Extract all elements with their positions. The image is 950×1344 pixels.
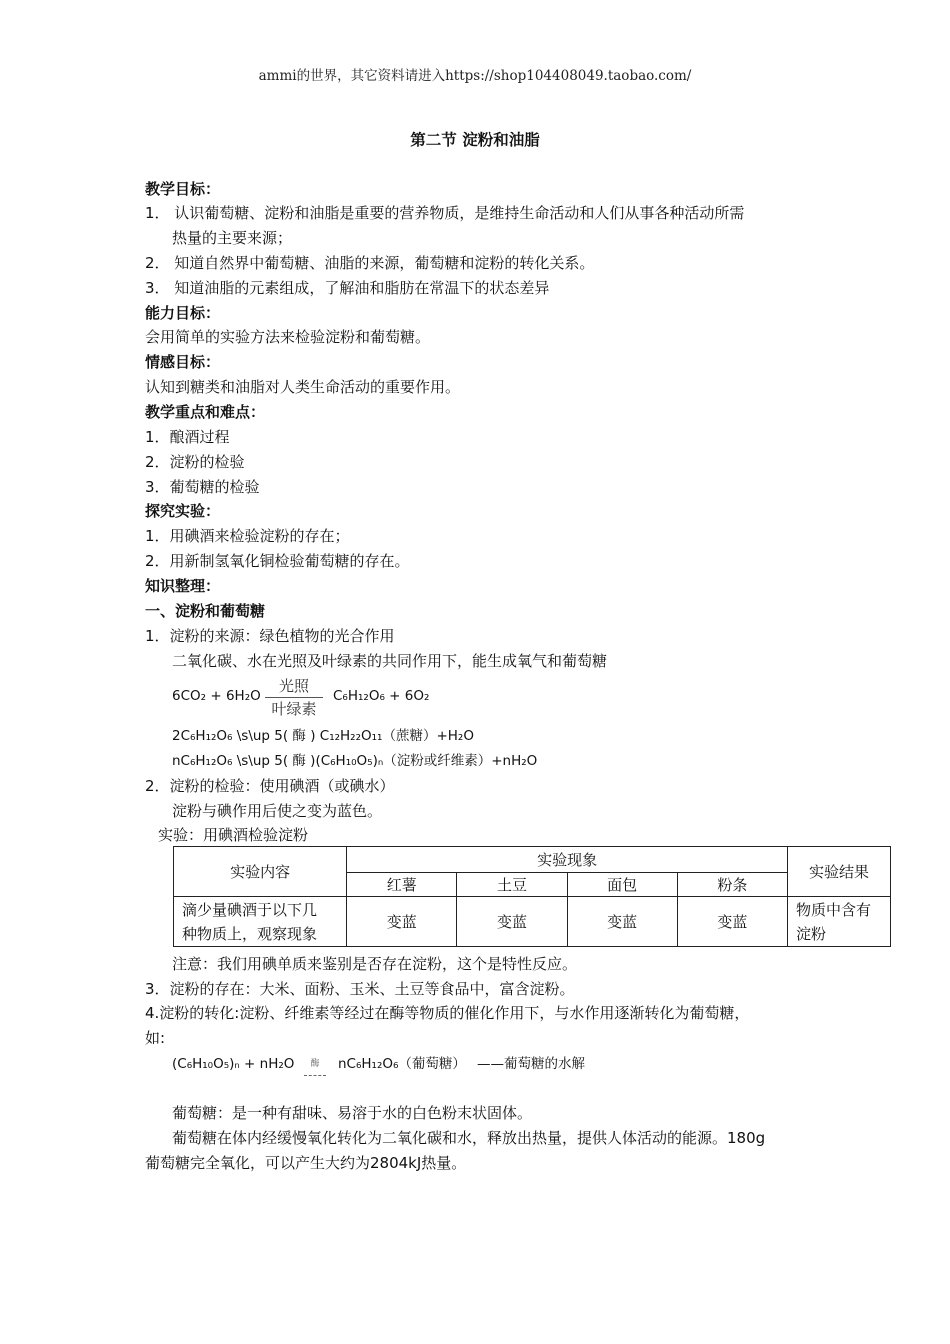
goal-1-cont: 热量的主要来源； bbox=[172, 229, 293, 247]
starch-existence: 3．淀粉的存在：大米、面粉、玉米、土豆等食品中，富含淀粉。 bbox=[145, 980, 575, 998]
starch-test-desc: 淀粉与碘作用后使之变为蓝色。 bbox=[172, 802, 383, 820]
table-header-phenomenon: 实验现象 bbox=[347, 847, 788, 873]
table-phenomenon-4: 变蓝 bbox=[677, 897, 787, 947]
starch-source-desc: 二氧化碳、水在光照及叶绿素的共同作用下，能生成氧气和葡萄糖 bbox=[172, 652, 608, 670]
table-phenomenon-1: 变蓝 bbox=[347, 897, 457, 947]
equation-4-catalyst-text: 酶 bbox=[310, 1059, 320, 1069]
equation-1-arrow-line bbox=[265, 697, 323, 698]
explore-1: 1．用碘酒来检验淀粉的存在； bbox=[145, 527, 350, 545]
experiment-label: 实验：用碘酒检验淀粉 bbox=[158, 826, 309, 844]
table-item-potato: 土豆 bbox=[457, 873, 567, 897]
table-result-line-1: 物质中含有 bbox=[795, 900, 871, 919]
goals-heading: 教学目标： bbox=[145, 180, 221, 198]
starch-conversion: 4.淀粉的转化:淀粉、纤维素等经过在酶等物质的催化作用下，与水作用逐渐转化为葡萄糖， bbox=[145, 1004, 750, 1022]
glucose-oxidation-cont: 葡萄糖完全氧化，可以产生大约为2804kJ热量。 bbox=[145, 1154, 467, 1172]
key-1: 1．酿酒过程 bbox=[145, 428, 230, 446]
equation-3: nC₆H₁₂O₆ \s\up 5( 酶 )(C₆H₁₀O₅)ₙ（淀粉或纤维素）+nH₂O bbox=[172, 753, 538, 769]
table-content-line-2: 种物质上，观察现象 bbox=[182, 924, 318, 943]
equation-4-left: (C₆H₁₀O₅)ₙ + nH₂O bbox=[172, 1056, 295, 1072]
equation-1-left: 6CO₂ + 6H₂O bbox=[172, 688, 261, 704]
explore-heading: 探究实验： bbox=[145, 502, 221, 520]
equation-1-condition-top: 光照 bbox=[278, 677, 309, 695]
page-title: 第二节 淀粉和油脂 bbox=[410, 131, 540, 149]
equation-4-catalyst bbox=[304, 1059, 326, 1076]
table-phenomenon-3: 变蓝 bbox=[567, 897, 677, 947]
knowledge-heading: 知识整理： bbox=[145, 577, 221, 595]
starch-test: 2．淀粉的检验：使用碘酒（或碘水） bbox=[145, 777, 395, 795]
goal-1: 1． 认识葡萄糖、淀粉和油脂是重要的营养物质，是维持生命活动和人们从事各种活动所需 bbox=[145, 204, 745, 222]
table-header-content: 实验内容 bbox=[174, 847, 347, 897]
ability-heading: 能力目标： bbox=[145, 304, 221, 322]
table-phenomenon-2: 变蓝 bbox=[457, 897, 567, 947]
table-row-content bbox=[174, 897, 347, 947]
equation-1-condition-bottom: 叶绿素 bbox=[271, 700, 317, 718]
emotion-text: 认知到糖类和油脂对人类生命活动的重要作用。 bbox=[145, 378, 461, 396]
table-content-line-1: 滴少量碘酒于以下几 bbox=[182, 900, 318, 919]
starch-conversion-cont: 如: bbox=[145, 1029, 166, 1047]
goal-3: 3． 知道油脂的元素组成，了解油和脂肪在常温下的状态差异 bbox=[145, 279, 550, 297]
key-heading: 教学重点和难点： bbox=[145, 403, 266, 421]
goal-2: 2． 知道自然界中葡萄糖、油脂的来源，葡萄糖和淀粉的转化关系。 bbox=[145, 254, 595, 272]
starch-source: 1．淀粉的来源：绿色植物的光合作用 bbox=[145, 627, 395, 645]
equation-4-right: nC₆H₁₂O₆（葡萄糖） ——葡萄糖的水解 bbox=[338, 1056, 585, 1072]
ability-text: 会用简单的实验方法来检验淀粉和葡萄糖。 bbox=[145, 328, 431, 346]
table-item-bread: 面包 bbox=[567, 873, 677, 897]
glucose-desc: 葡萄糖：是一种有甜味、易溶于水的白色粉末状固体。 bbox=[172, 1104, 533, 1122]
equation-1-condition bbox=[265, 676, 323, 719]
equation-1-right: C₆H₁₂O₆ + 6O₂ bbox=[333, 688, 430, 704]
table-result-line-2: 淀粉 bbox=[795, 924, 826, 943]
section-1-heading: 一、淀粉和葡萄糖 bbox=[145, 602, 266, 620]
key-3: 3．葡萄糖的检验 bbox=[145, 478, 260, 496]
table-header-result: 实验结果 bbox=[787, 847, 890, 897]
equation-4-arrow-line bbox=[304, 1075, 326, 1076]
table-item-sweet-potato: 红薯 bbox=[347, 873, 457, 897]
glucose-oxidation: 葡萄糖在体内经缓慢氧化转化为二氧化碳和水，释放出热量，提供人体活动的能源。180g bbox=[172, 1129, 766, 1147]
experiment-table bbox=[173, 846, 891, 947]
table-item-vermicelli: 粉条 bbox=[677, 873, 787, 897]
table-result bbox=[787, 897, 890, 947]
explore-2: 2．用新制氢氧化铜检验葡萄糖的存在。 bbox=[145, 552, 410, 570]
equation-2: 2C₆H₁₂O₆ \s\up 5( 酶 ) C₁₂H₂₂O₁₁（蔗糖）+H₂O bbox=[172, 728, 474, 744]
iodine-note: 注意：我们用碘单质来鉴别是否存在淀粉，这个是特性反应。 bbox=[172, 955, 578, 973]
emotion-heading: 情感目标： bbox=[145, 353, 221, 371]
key-2: 2．淀粉的检验 bbox=[145, 453, 245, 471]
page-header: ammi的世界，其它资料请进入https://shop104408049.taobao.com/ bbox=[258, 68, 692, 84]
